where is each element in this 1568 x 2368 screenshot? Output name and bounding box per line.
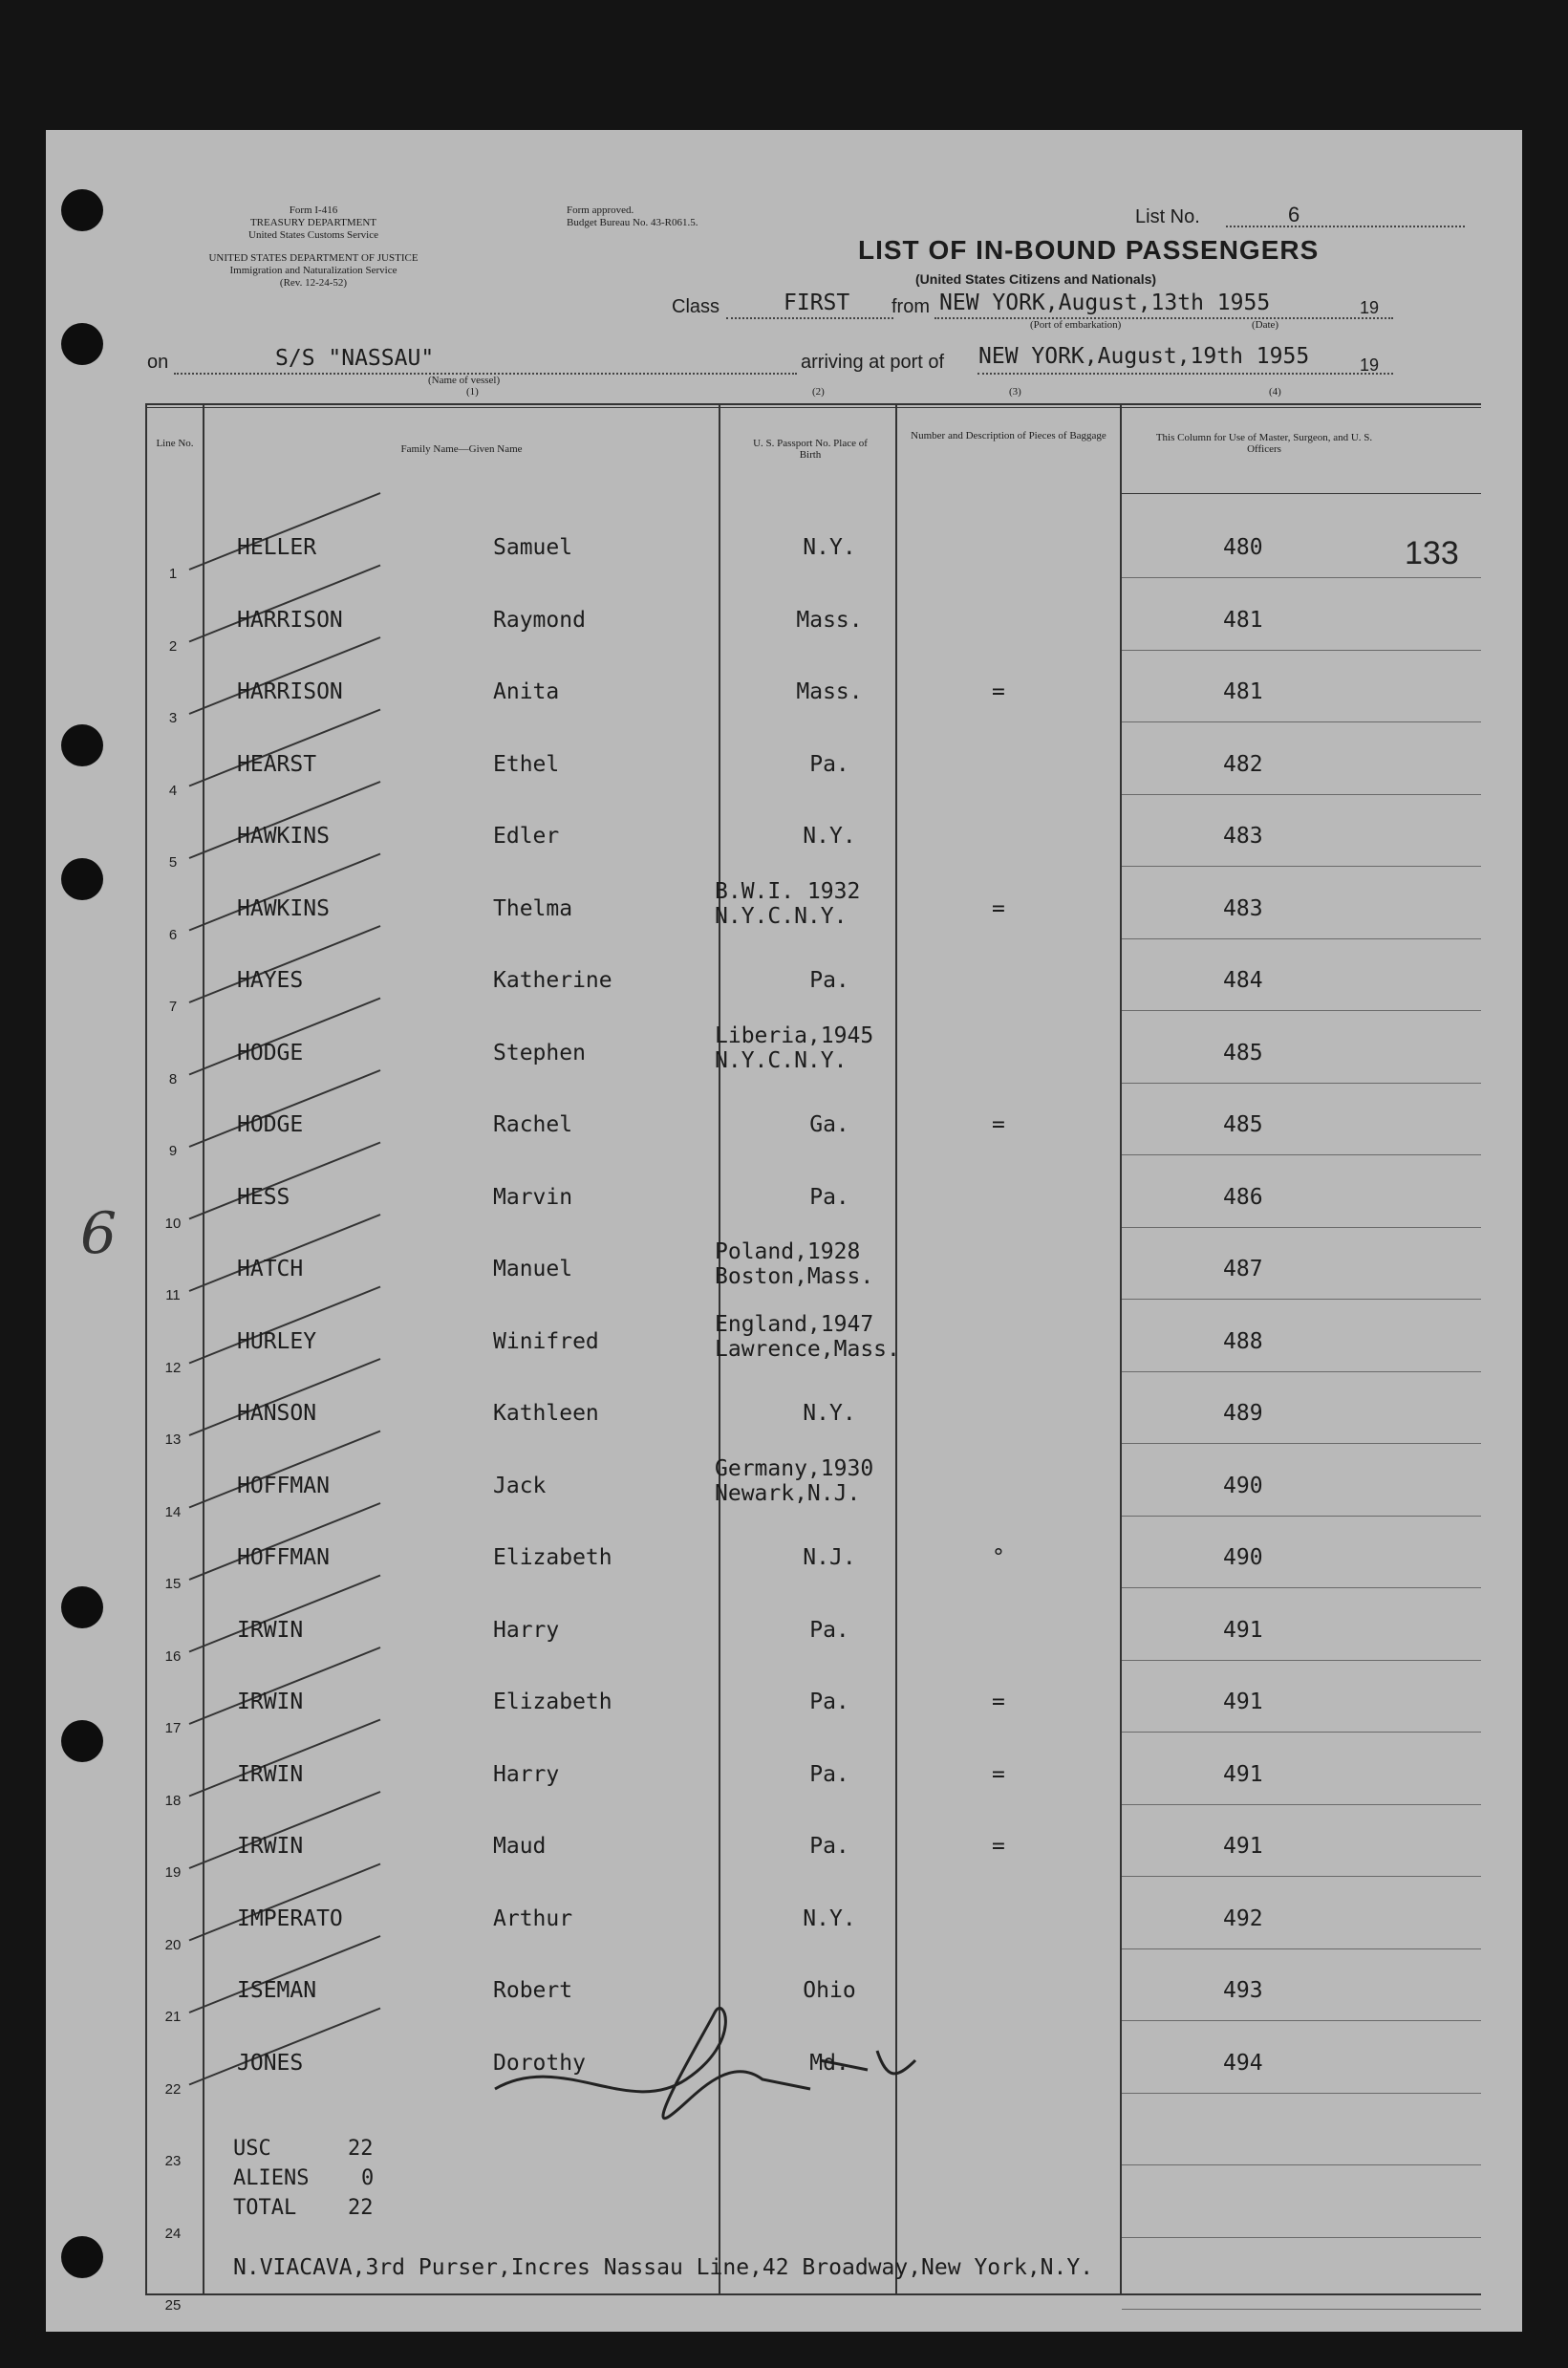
passenger-given-name: Stephen [493,1040,586,1066]
officer-number: 491 [1223,1690,1263,1714]
row-separator [1122,938,1481,939]
total-value: 22 [348,2196,374,2220]
passenger-family-name: IRWIN [237,1690,304,1714]
row-separator [1122,721,1481,722]
revision: (Rev. 12-24-52) [279,277,348,289]
officer-number: 485 [1223,1040,1263,1066]
passenger-given-name: Dorothy [493,2050,586,2076]
passenger-given-name: Anita [493,679,560,704]
row-line-number: 14 [164,1503,182,1520]
passenger-family-name: IRWIN [237,1617,304,1643]
arriving-suffix: 19 [1360,355,1380,375]
form-number: Form I-416 [289,205,338,216]
row-line-number: 24 [164,2225,182,2242]
row-line-number: 7 [168,999,178,1015]
page-number: 133 [1405,535,1459,571]
row-line-number: 11 [165,1287,181,1303]
passenger-family-name: JONES [237,2050,304,2076]
passenger-family-name: HODGE [237,1112,304,1137]
passenger-family-name: HODGE [237,1040,304,1066]
officer-number: 480 [1223,535,1263,560]
row-separator [1122,2020,1481,2021]
passenger-family-name: HARRISON [237,679,343,704]
officer-number: 491 [1223,1834,1263,1859]
total-label: TOTAL [233,2196,297,2220]
passenger-family-name: HELLER [237,535,317,560]
row-separator [1122,1299,1481,1300]
place-of-birth-line2: N.Y.C.N.Y. [715,1047,848,1073]
row-separator [1122,1660,1481,1661]
row-separator [1122,2093,1481,2094]
row-separator [1122,2309,1481,2310]
officer-number: 494 [1223,2050,1263,2076]
row-line-number: 12 [164,1359,182,1376]
officer-number: 490 [1223,1473,1263,1498]
col-header-baggage: Number and Description of Pieces of Baggage [911,430,1106,441]
row-separator [1122,1804,1481,1805]
usc-value: 22 [348,2137,374,2161]
row-line-number: 23 [164,2153,182,2169]
col-header-officers: This Column for Use of Master, Surgeon, and U. S. Officers [1155,432,1373,455]
row-separator [1122,2164,1481,2165]
passenger-family-name: HOFFMAN [237,1545,330,1570]
row-line-number: 22 [164,2080,182,2098]
service: United States Customs Service [248,229,378,241]
document-page [46,130,1522,2332]
row-separator [1122,1876,1481,1877]
passenger-given-name: Thelma [493,895,573,921]
on-label: on [147,352,169,373]
officer-number: 484 [1223,968,1263,993]
place-of-birth: Germany,1930 [715,1455,874,1481]
row-separator [1122,1732,1481,1733]
baggage-description: = [992,1834,1005,1859]
passenger-given-name: Kathleen [493,1401,599,1426]
approval: Form approved. [567,205,634,216]
row-separator [1122,2237,1481,2238]
row-separator [1122,1371,1481,1372]
officer-number: 493 [1223,1978,1263,2003]
passenger-family-name: HEARST [237,751,317,777]
usc-label: USC [233,2137,271,2161]
passenger-given-name: Marvin [493,1184,573,1210]
vessel-value: S/S "NASSAU" [275,346,435,371]
row-separator [1122,1154,1481,1155]
passenger-given-name: Raymond [493,607,586,633]
row-line-number: 25 [164,2297,182,2314]
place-of-birth: N.Y. [803,1401,856,1426]
passenger-family-name: HARRISON [237,607,343,633]
purser-line: N.VIACAVA,3rd Purser,Incres Nassau Line,42 Broadway,New York,N.Y. [233,2255,1094,2280]
col-header-name: Family Name—Given Name [400,443,523,455]
col-num-4: (4) [1269,386,1281,398]
place-of-birth: Pa. [809,1834,849,1859]
list-no-value: 6 [1288,203,1300,226]
row-line-number: 3 [168,710,178,726]
place-of-birth: Pa. [809,1761,849,1787]
row-line-number: 5 [168,854,178,871]
from-value: NEW YORK,August,13th 1955 [939,291,1271,315]
col-header-line-no: Line No. [156,438,194,449]
passenger-family-name: HAYES [237,968,304,993]
place-of-birth: Pa. [809,751,849,777]
row-line-number: 21 [164,2009,182,2025]
row-line-number: 2 [168,637,178,655]
passenger-given-name: Manuel [493,1257,573,1281]
passenger-family-name: IRWIN [237,1761,304,1787]
vessel-caption-num: (1) [466,386,479,398]
passenger-given-name: Rachel [493,1112,573,1137]
col-header-passport: U. S. Passport No. Place of Birth [753,438,868,461]
passenger-given-name: Elizabeth [493,1545,612,1570]
vessel-caption: (Name of vessel) [428,375,501,386]
place-of-birth-line2: Boston,Mass. [715,1264,874,1289]
officer-number: 490 [1223,1545,1263,1570]
row-line-number: 20 [164,1936,182,1953]
place-of-birth: N.Y. [803,1905,856,1931]
officer-number: 492 [1223,1905,1263,1931]
page-subtitle: (United States Citizens and Nationals) [915,271,1157,287]
passenger-family-name: HAWKINS [237,824,330,849]
row-separator [1122,1083,1481,1084]
row-line-number: 4 [168,782,178,799]
officer-number: 482 [1223,751,1263,777]
row-line-number: 15 [164,1576,182,1592]
passenger-family-name: HESS [237,1184,290,1210]
passenger-given-name: Ethel [493,751,560,777]
place-of-birth: Pa. [809,1690,849,1714]
row-separator [1122,1587,1481,1588]
baggage-description: = [992,679,1005,704]
list-no-label: List No. [1135,206,1200,227]
row-separator [1122,1443,1481,1444]
officer-number: 486 [1223,1184,1263,1210]
row-line-number: 1 [168,566,178,582]
place-of-birth: B.W.I. 1932 [715,878,861,904]
arriving-value: NEW YORK,August,19th 1955 [978,344,1310,369]
place-of-birth: N.Y. [803,535,856,560]
place-of-birth: England,1947 [715,1311,874,1337]
officer-number: 488 [1223,1328,1263,1354]
place-of-birth: Ohio [803,1978,856,2003]
officer-number: 487 [1223,1257,1263,1281]
aliens-value: 0 [361,2166,375,2190]
passenger-given-name: Maud [493,1834,547,1859]
row-line-number: 13 [164,1432,182,1448]
place-of-birth-line2: Lawrence,Mass. [715,1336,900,1362]
passenger-family-name: HATCH [237,1257,304,1281]
passenger-given-name: Harry [493,1617,560,1643]
baggage-description: = [992,1761,1005,1787]
passenger-given-name: Samuel [493,535,573,560]
row-line-number: 19 [164,1864,182,1881]
department: TREASURY DEPARTMENT [249,217,377,228]
row-line-number: 8 [168,1070,178,1087]
baggage-description: = [992,895,1005,921]
place-of-birth: Pa. [809,1184,849,1210]
baggage-description: = [992,1112,1005,1137]
officer-number: 489 [1223,1401,1263,1426]
passenger-given-name: Jack [493,1473,547,1498]
passenger-family-name: ISEMAN [237,1978,317,2003]
from-label: from [891,296,930,317]
row-line-number: 18 [164,1792,182,1809]
passenger-family-name: IRWIN [237,1834,304,1859]
row-line-number: 16 [164,1647,182,1665]
passenger-given-name: Edler [493,824,560,849]
officer-number: 483 [1223,895,1263,921]
place-of-birth: Ga. [809,1112,849,1137]
port-embark-caption: (Port of embarkation) [1030,319,1122,331]
place-of-birth: Pa. [809,968,849,993]
arriving-label: arriving at port of [801,352,945,373]
place-of-birth: Mass. [796,679,863,704]
row-line-number: 10 [164,1215,182,1232]
passenger-given-name: Katherine [493,968,612,993]
officer-number: 481 [1223,607,1263,633]
place-of-birth: Liberia,1945 [715,1023,874,1048]
place-of-birth: Poland,1928 [715,1239,861,1264]
officer-number: 483 [1223,824,1263,849]
col-num-2a: (2) [812,386,825,398]
passenger-family-name: IMPERATO [237,1905,343,1931]
officer-number: 485 [1223,1112,1263,1137]
year-suffix: 19 [1360,298,1380,317]
row-separator [1122,794,1481,795]
row-line-number: 17 [164,1720,182,1736]
passenger-family-name: HURLEY [237,1328,317,1354]
officer-number: 491 [1223,1761,1263,1787]
ins: Immigration and Naturalization Service [229,265,397,276]
col-num-2b: (3) [1009,386,1021,398]
place-of-birth: N.J. [803,1545,856,1570]
place-of-birth: N.Y. [803,824,856,849]
row-line-number: 9 [168,1143,178,1159]
row-line-number: 6 [168,926,178,943]
budget: Budget Bureau No. 43-R061.5. [567,217,698,228]
passenger-given-name: Robert [493,1978,573,2003]
row-separator [1122,1516,1481,1517]
row-separator [1122,577,1481,578]
row-separator [1122,1948,1481,1949]
passenger-given-name: Arthur [493,1905,573,1931]
officer-number: 481 [1223,679,1263,704]
place-of-birth-line2: N.Y.C.N.Y. [715,903,848,929]
baggage-description: = [992,1690,1005,1714]
officer-number: 491 [1223,1617,1263,1643]
passenger-family-name: HAWKINS [237,895,330,921]
class-value: FIRST [784,291,850,315]
aliens-label: ALIENS [233,2166,310,2190]
row-separator [1122,1227,1481,1228]
place-of-birth: Md. [809,2050,849,2076]
justice-dept: UNITED STATES DEPARTMENT OF JUSTICE [208,252,419,264]
baggage-description: ° [992,1545,1005,1570]
place-of-birth: Mass. [796,607,863,633]
passenger-family-name: HOFFMAN [237,1473,330,1498]
passenger-family-name: HANSON [237,1401,317,1426]
passenger-given-name: Harry [493,1761,560,1787]
date-caption: (Date) [1252,319,1279,331]
row-separator [1122,650,1481,651]
page-title: LIST OF IN-BOUND PASSENGERS [858,235,1320,265]
margin-note: 6 [80,1200,118,1267]
row-separator [1122,866,1481,867]
passenger-given-name: Winifred [493,1328,599,1354]
place-of-birth: Pa. [809,1617,849,1643]
place-of-birth-line2: Newark,N.J. [715,1480,861,1506]
passenger-given-name: Elizabeth [493,1690,612,1714]
class-label: Class [672,296,720,317]
row-separator [1122,1010,1481,1011]
